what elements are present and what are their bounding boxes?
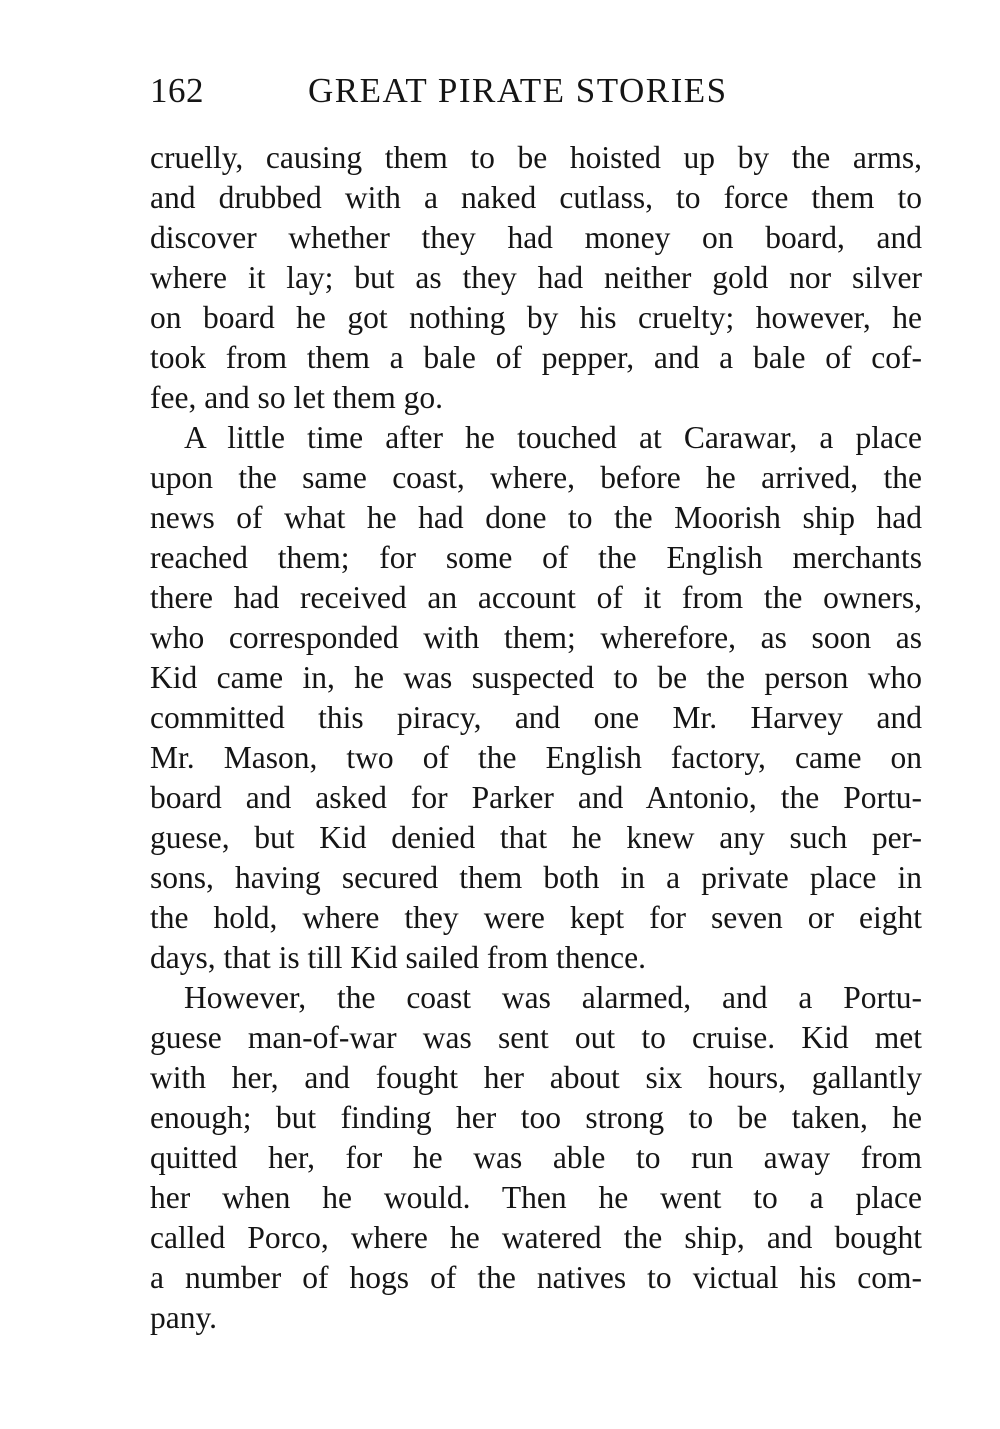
- text-line: with her, and fought her about six hours, gallantly: [150, 1060, 922, 1095]
- text-line: days, that is till Kid sailed from thence.: [150, 940, 647, 975]
- page-number: 162: [150, 71, 204, 110]
- text-line: upon the same coast, where, before he arrived, the: [150, 460, 922, 495]
- text-line: pany.: [150, 1300, 218, 1335]
- text-line: reached them; for some of the English merchants: [150, 540, 922, 575]
- paragraph-1: [150, 138, 922, 418]
- text-line: guese, but Kid denied that he knew any such per-: [150, 820, 922, 855]
- text-line: who corresponded with them; wherefore, as soon as: [150, 620, 922, 655]
- text-line: Kid came in, he was suspected to be the person who: [150, 660, 922, 695]
- text-line: fee, and so let them go.: [150, 380, 444, 415]
- book-title: GREAT PIRATE STORIES: [308, 71, 728, 110]
- body-text: [150, 138, 922, 1338]
- text-line: on board he got nothing by his cruelty; however, he: [150, 300, 922, 335]
- text-line: took from them a bale of pepper, and a bale of cof-: [150, 340, 922, 375]
- text-line: Mr. Mason, two of the English factory, came on: [150, 740, 922, 775]
- text-line: cruelly, causing them to be hoisted up by the arms,: [150, 140, 922, 175]
- text-line: called Porco, where he watered the ship, and bought: [150, 1220, 922, 1255]
- text-line: the hold, where they were kept for seven or eight: [150, 900, 922, 935]
- text-line: where it lay; but as they had neither gold nor silver: [150, 260, 922, 295]
- text-line: and drubbed with a naked cutlass, to force them to: [150, 180, 922, 215]
- paragraph-3: [150, 978, 922, 1338]
- paragraph-2: [150, 418, 922, 978]
- text-line: guese man-of-war was sent out to cruise. Kid met: [150, 1020, 922, 1055]
- text-line: her when he would. Then he went to a place: [150, 1180, 922, 1215]
- text-line: board and asked for Parker and Antonio, the Portu-: [150, 780, 922, 815]
- text-line: a number of hogs of the natives to victual his com-: [150, 1260, 922, 1295]
- text-line: committed this piracy, and one Mr. Harvey and: [150, 700, 922, 735]
- text-line: news of what he had done to the Moorish ship had: [150, 500, 922, 535]
- text-line: sons, having secured them both in a private place in: [150, 860, 922, 895]
- text-line: A little time after he touched at Carawar, a place: [184, 420, 922, 455]
- text-line: However, the coast was alarmed, and a Portu-: [184, 980, 922, 1015]
- text-line: discover whether they had money on board, and: [150, 220, 922, 255]
- running-head: [150, 68, 922, 114]
- text-line: quitted her, for he was able to run away from: [150, 1140, 922, 1175]
- text-line: there had received an account of it from the owners,: [150, 580, 922, 615]
- text-line: enough; but finding her too strong to be taken, he: [150, 1100, 922, 1135]
